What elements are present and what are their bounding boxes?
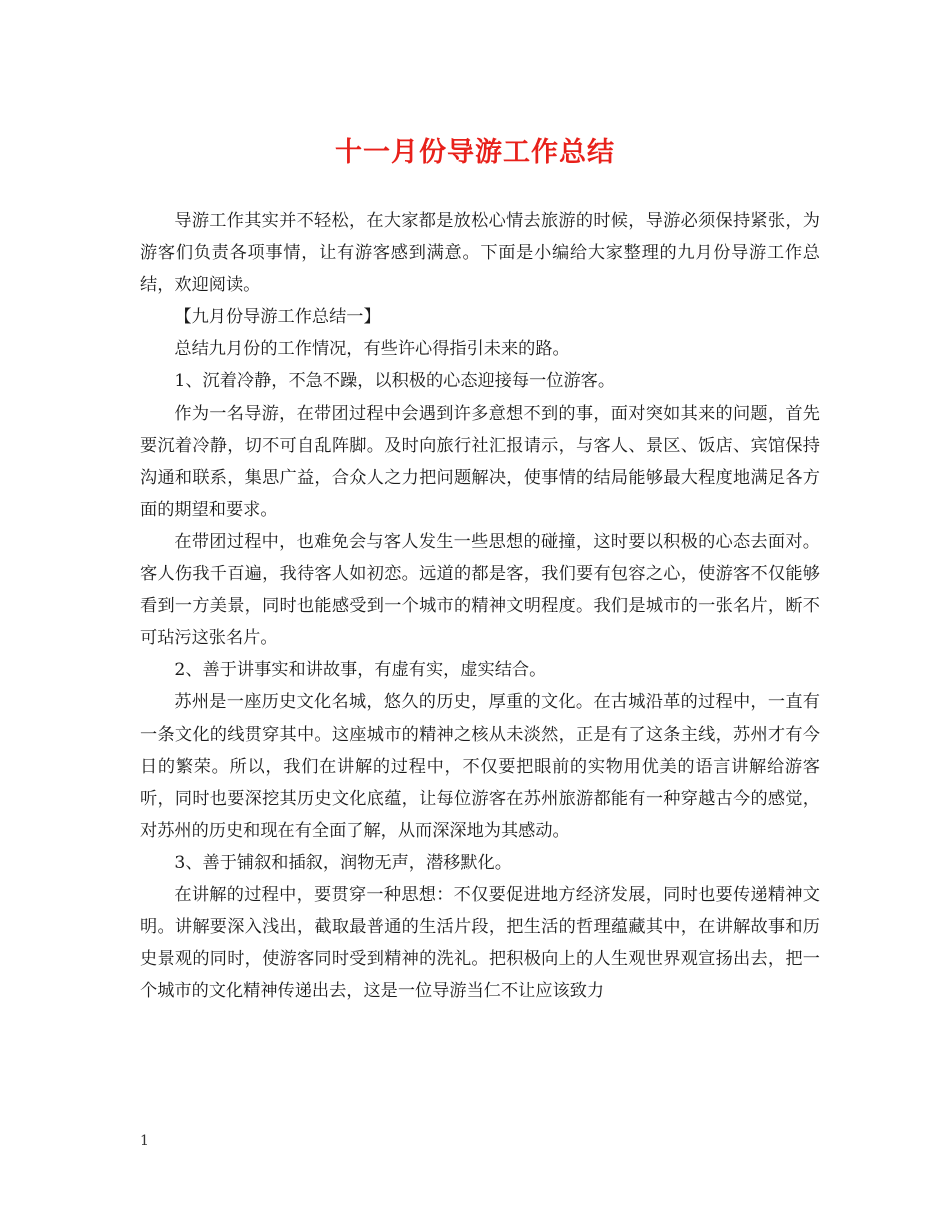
paragraph: 在带团过程中，也难免会与客人发生一些思想的碰撞，这时要以积极的心态去面对。客人伤我千百遍，我待客人如初恋。远道的都是客，我们要有包容之心，使游客不仅能够看到一方美景，同时也能感受到一个城市的精神文明程度。我们是城市的一张名片，断不可玷污这张名片。 [140,531,820,649]
paragraph: 在讲解的过程中，要贯穿一种思想：不仅要促进地方经济发展，同时也要传递精神文明。讲解要深入浅出，截取最普通的生活片段，把生活的哲理蕴藏其中，在讲解故事和历史景观的同时，使游客同时受到精神的洗礼。把积极向上的人生观世界观宣扬出去，把一个城市的文化精神传递出去，这是一位导游当仁不让应该致力 [140,884,820,1002]
paragraph: 苏州是一座历史文化名城，悠久的历史，厚重的文化。在古城沿革的过程中，一直有一条文化的线贯穿其中。这座城市的精神之核从未淡然，正是有了这条主线，苏州才有今日的繁荣。所以，我们在讲解的过程中，不仅要把眼前的实物用优美的语言讲解给游客听，同时也要深挖其历史文化底蕴，让每位游客在苏州旅游都能有一种穿越古今的感觉，对苏州的历史和现在有全面了解，从而深深地为其感动。 [140,692,820,841]
page-number: 1 [140,1133,149,1149]
document-body [140,205,820,1007]
paragraph: 总结九月份的工作情况，有些许心得指引未来的路。 [174,339,570,360]
list-point-heading: 2、善于讲事实和讲故事，有虚有实，虚实结合。 [174,660,547,681]
list-point-heading: 1、沉着冷静，不急不躁，以积极的心态迎接每一位游客。 [174,371,616,392]
document-title: 十一月份导游工作总结 [335,137,615,168]
section-heading: 【九月份导游工作总结一】 [174,307,381,328]
list-point-heading: 3、善于铺叙和插叙，润物无声，潜移默化。 [174,852,512,873]
paragraph: 导游工作其实并不轻松，在大家都是放松心情去旅游的时候，导游必须保持紧张，为游客们负责各项事情，让有游客感到满意。下面是小编给大家整理的九月份导游工作总结，欢迎阅读。 [140,211,820,296]
paragraph: 作为一名导游，在带团过程中会遇到许多意想不到的事，面对突如其来的问题，首先要沉着冷静，切不可自乱阵脚。及时向旅行社汇报请示，与客人、景区、饭店、宾馆保持沟通和联系，集思广益，合众人之力把问题解决，使事情的结局能够最大程度地满足各方面的期望和要求。 [140,403,820,520]
